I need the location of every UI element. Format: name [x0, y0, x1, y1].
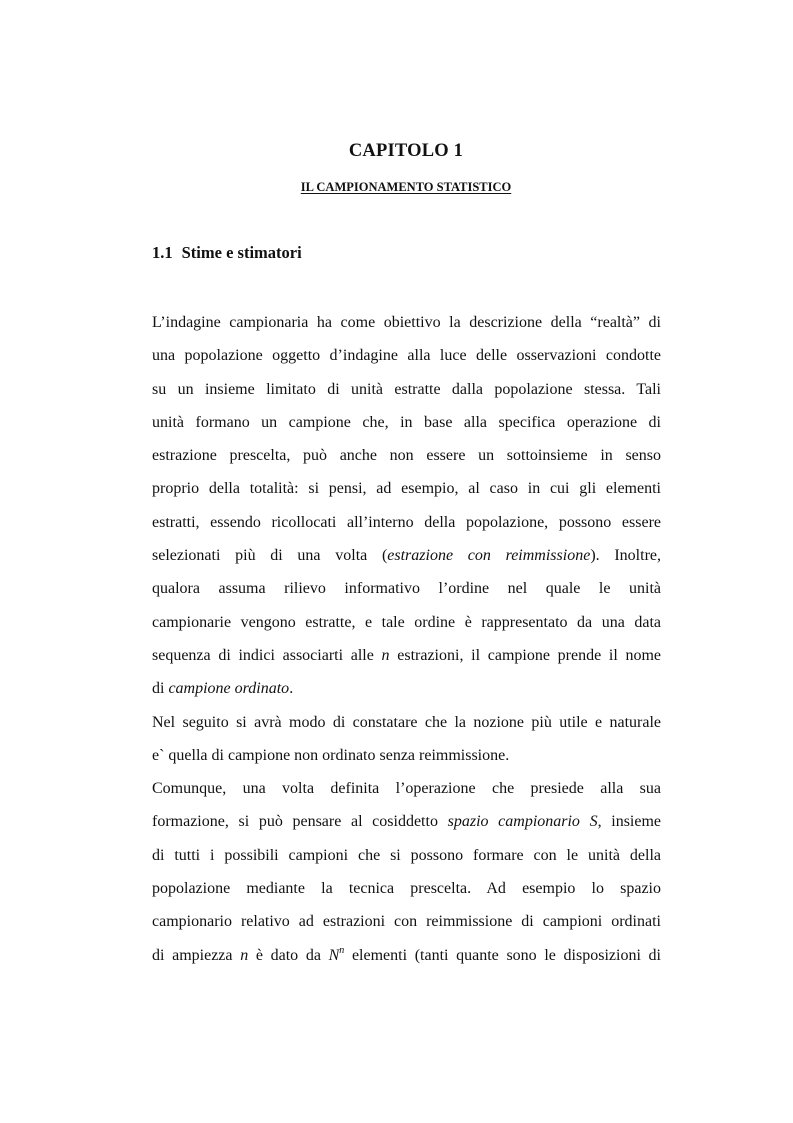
- text-line: [152, 939, 661, 972]
- text-run: ). Inoltre,: [590, 547, 661, 565]
- italic-variable: N: [328, 946, 340, 964]
- section-title: Stime e stimatori: [181, 243, 302, 262]
- text-line: estratti, essendo ricollocati all’interno della popolazione, possono essere: [152, 513, 661, 531]
- text-line: L’indagine campionaria ha come obiettivo la descrizione della “realtà” di: [152, 314, 661, 331]
- text-line: una popolazione oggetto d’indagine alla luce delle osservazioni condotte: [152, 347, 661, 365]
- text-run: di ampiezza: [152, 946, 241, 964]
- text-line: Nel seguito si avrà modo di constatare che la nozione più utile e naturale: [152, 713, 661, 731]
- text-run: sequenza di indici associarti alle: [152, 646, 382, 664]
- chapter-subtitle: IL CAMPIONAMENTO STATISTICO: [300, 180, 512, 194]
- text-line: qualora assuma rilievo informativo l’ordine nel quale le unità: [152, 580, 661, 598]
- section-number: 1.1: [152, 243, 173, 262]
- text-line: unità formano un campione che, in base alla specifica operazione di: [152, 413, 661, 431]
- text-run: elementi (tanti quante sono le disposizioni di: [344, 946, 662, 964]
- superscript-exponent: n: [339, 944, 345, 956]
- text-line: di tutti i possibili campioni che si possono formare con le unità della: [152, 846, 661, 864]
- text-run: selezionati più di una volta (: [152, 547, 388, 565]
- text-line: [152, 805, 661, 838]
- text-line: [152, 672, 661, 705]
- body-text: [152, 306, 661, 972]
- text-line: [152, 539, 661, 572]
- text-line: e` quella di campione non ordinato senza reimmissione.: [152, 746, 510, 764]
- text-line: campionario relativo ad estrazioni con reimmissione di campioni ordinati: [152, 913, 661, 931]
- text-line: estrazione prescelta, può anche non essere un sottoinsieme in senso: [152, 447, 661, 465]
- text-run: formazione, si può pensare al cosiddetto: [152, 813, 448, 831]
- text-run: è dato da: [248, 946, 329, 964]
- text-run: , insieme: [597, 813, 662, 831]
- chapter-title: CAPITOLO 1: [348, 141, 464, 161]
- text-line: [152, 639, 661, 672]
- italic-variable: n: [240, 946, 249, 964]
- paragraph-3: [152, 772, 661, 972]
- section-heading: [152, 243, 302, 263]
- text-run: .: [289, 680, 294, 698]
- paragraph-2: [152, 706, 661, 773]
- text-line: Comunque, una volta definita l’operazione che presiede alla sua: [152, 780, 661, 798]
- text-line: popolazione mediante la tecnica prescelta. Ad esempio lo spazio: [152, 880, 661, 898]
- paragraph-1: [152, 306, 661, 706]
- text-line: proprio della totalità: si pensi, ad esempio, al caso in cui gli elementi: [152, 480, 661, 498]
- text-line: su un insieme limitato di unità estratte dalla popolazione stessa. Tali: [152, 380, 661, 398]
- text-run: di: [152, 680, 169, 698]
- italic-variable: n: [381, 646, 390, 664]
- italic-term: estrazione con reimmissione: [387, 547, 591, 565]
- text-line: campionarie vengono estratte, e tale ordine è rappresentato da una data: [152, 613, 661, 631]
- text-run: estrazioni, il campione prende il nome: [389, 646, 662, 664]
- italic-term: spazio campionario S: [447, 813, 598, 831]
- italic-term: campione ordinato: [168, 680, 290, 698]
